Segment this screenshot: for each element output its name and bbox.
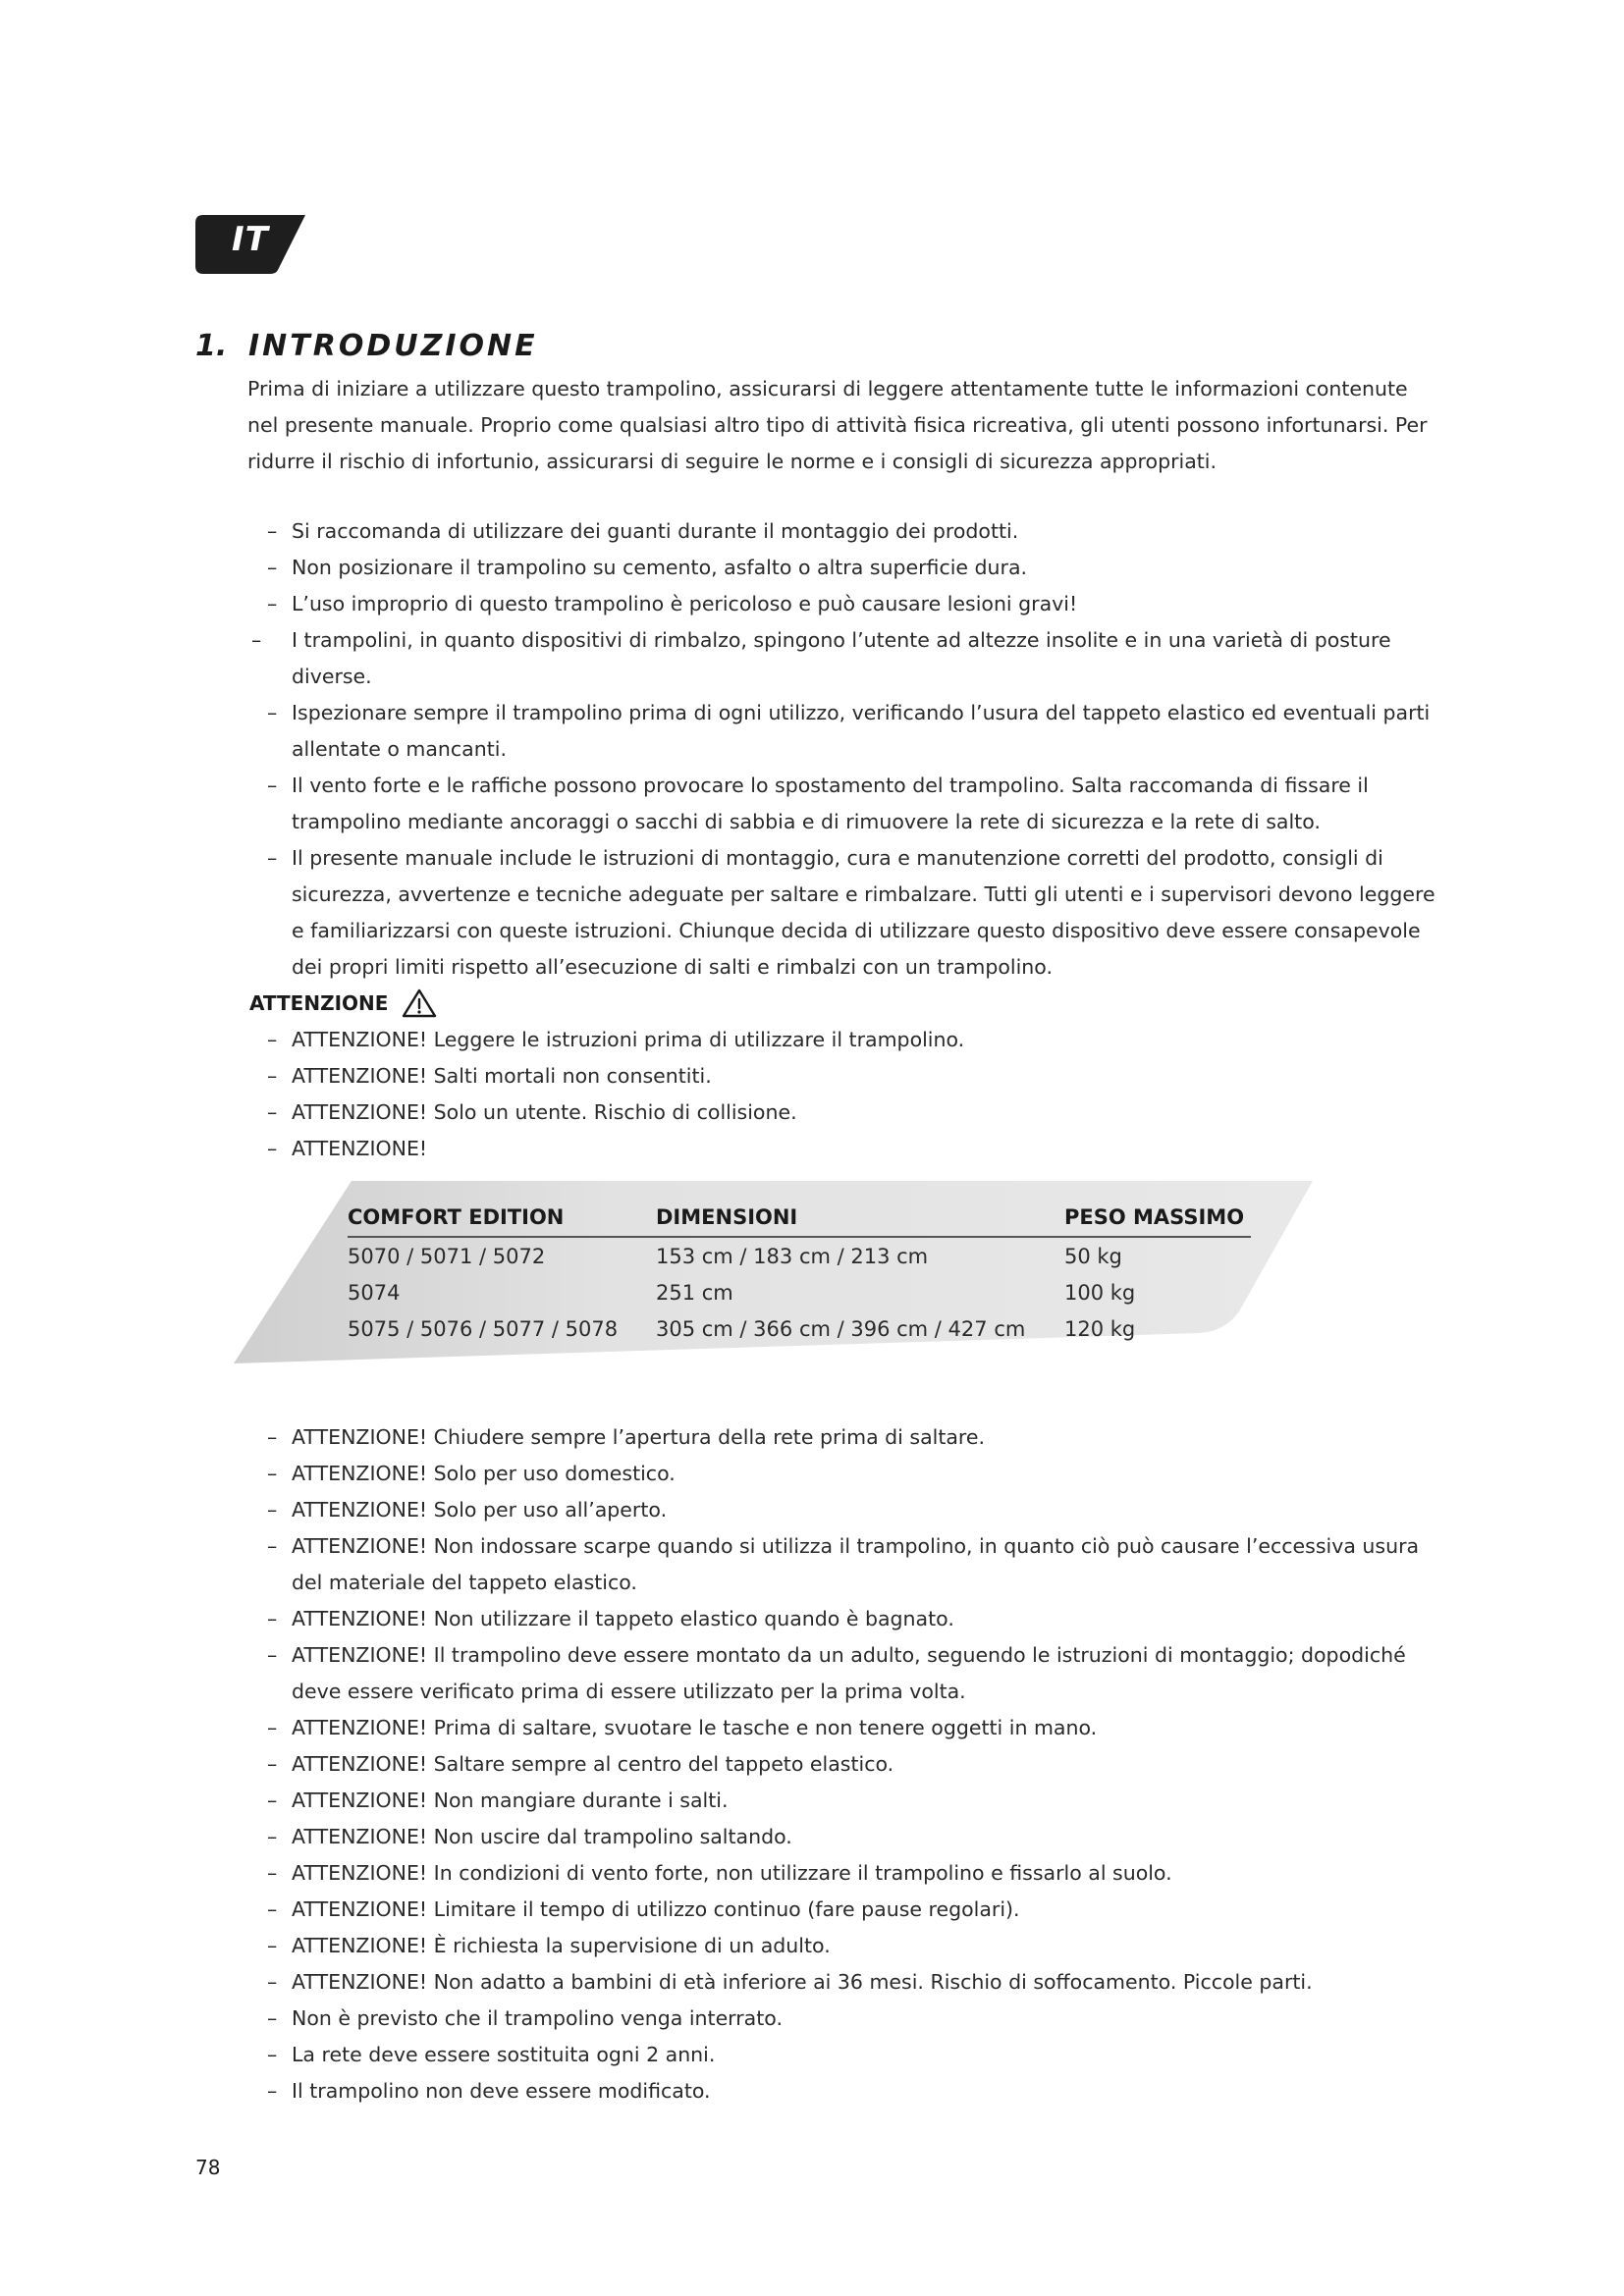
table-cell: 50 kg [1064,1244,1122,1268]
list-item-text: ATTENZIONE! Non uscire dal trampolino saltando. [292,1825,792,1848]
list-item [0,1746,1624,1783]
dash-bullet: – [267,592,278,615]
table-cell: 153 cm / 183 cm / 213 cm [656,1244,929,1268]
dash-bullet: – [267,1897,278,1921]
list-item-text: La rete deve essere sostituita ogni 2 anni. [292,2043,716,2066]
list-item [0,1637,1624,1710]
dash-bullet: – [267,2006,278,2030]
table-cell: 120 kg [1064,1316,1136,1341]
list-item-text: ATTENZIONE! Non utilizzare il tappeto elastico quando è bagnato. [292,1607,954,1630]
table-row [348,1310,1251,1347]
dash-bullet: – [267,1643,278,1667]
list-item-text: Non è previsto che il trampolino venga interrato. [292,2006,783,2030]
list-item-text: Il trampolino non deve essere modificato. [292,2079,711,2103]
list-item [0,1419,1624,1456]
table-cell: 100 kg [1064,1280,1136,1305]
column-header: DIMENSIONI [656,1202,1064,1237]
list-item-text: Il vento forte e le raffiche possono provocare lo spostamento del trampolino. Salta raccomanda di fissare il trampolino mediante ancoraggi o sacchi di sabbia e di rimuovere la rete di sicurezza e la rete di salto. [292,774,1369,833]
spec-table [348,1202,1251,1347]
dash-bullet: – [267,1752,278,1776]
list-item [0,1964,1624,2001]
column-header: PESO MASSIMO [1064,1202,1251,1237]
list-item [0,1456,1624,1492]
dash-bullet: – [267,1861,278,1885]
list-item [0,1819,1624,1855]
list-item-text: ATTENZIONE! Solo per uso domestico. [292,1462,676,1485]
dash-bullet: – [267,1789,278,1812]
dash-bullet: – [267,1100,278,1124]
dash-bullet: – [267,2079,278,2103]
column-header: COMFORT EDITION [348,1202,656,1237]
spec-table-header-row [348,1202,1251,1237]
dash-bullet: – [267,1462,278,1485]
warning-heading-text: ATTENZIONE [249,991,389,1015]
table-row [348,1237,1251,1274]
list-item-text: ATTENZIONE! Limitare il tempo di utilizzo continuo (fare pause regolari). [292,1897,1020,1921]
list-item-text: ATTENZIONE! Il trampolino deve essere montato da un adulto, seguendo le istruzioni di montaggio; dopodiché deve essere verificato prima di essere utilizzato per la prima volta. [292,1643,1406,1703]
list-item-text: ATTENZIONE! Chiudere sempre l’apertura della rete prima di saltare. [292,1425,986,1449]
table-cell: 5075 / 5076 / 5077 / 5078 [348,1316,619,1341]
dash-bullet: – [267,1064,278,1088]
table-row [348,1274,1251,1310]
list-item-text: ATTENZIONE! Solo un utente. Rischio di collisione. [292,1100,797,1124]
dash-bullet: – [267,1970,278,1994]
list-item [0,1601,1624,1637]
list-item [0,1492,1624,1528]
dash-bullet: – [267,701,278,724]
dash-bullet: – [267,1825,278,1848]
list-item [0,2037,1624,2073]
dash-bullet: – [267,2043,278,2066]
dash-bullet: – [267,1716,278,1739]
list-item [0,1710,1624,1746]
dash-bullet: – [267,846,278,870]
list-item-text: ATTENZIONE! Saltare sempre al centro del tappeto elastico. [292,1752,894,1776]
list-item-text: ATTENZIONE! Salti mortali non consentiti. [292,1064,712,1088]
page-number: 78 [195,2156,221,2179]
dash-bullet: – [267,1425,278,1449]
dash-bullet: – [267,1028,278,1051]
list-item [0,1928,1624,1964]
dash-bullet: – [267,774,278,797]
list-item-text: I trampolini, in quanto dispositivi di rimbalzo, spingono l’utente ad altezze insolite e in una varietà di posture diverse. [292,628,1391,688]
list-item [0,2073,1624,2109]
dash-bullet: – [267,1498,278,1522]
list-item-text: L’uso improprio di questo trampolino è pericoloso e può causare lesioni gravi! [292,592,1078,615]
list-item-text: ATTENZIONE! Prima di saltare, svuotare le tasche e non tenere oggetti in mano. [292,1716,1098,1739]
table-cell: 251 cm [656,1280,733,1305]
table-cell: 305 cm / 366 cm / 396 cm / 427 cm [656,1316,1026,1341]
list-item-text: Si raccomanda di utilizzare dei guanti durante il montaggio dei prodotti. [292,519,1019,543]
intro-paragraph: Prima di iniziare a utilizzare questo trampolino, assicurarsi di leggere attentamente tutte le informazioni contenute nel presente manuale. Proprio come qualsiasi altro tipo di attività fisica ricreativa, gli utenti possono infortunarsi. Per ridurre il rischio di infortunio, assicurarsi di seguire le norme e i consigli di sicurezza appropriati. [247,377,1428,473]
list-item-text: ATTENZIONE! Non mangiare durante i salti. [292,1789,729,1812]
list-item [0,2001,1624,2037]
table-cell: 5074 [348,1280,401,1305]
dash-bullet: – [267,1607,278,1630]
dash-bullet: – [267,1534,278,1558]
list-item-text: ATTENZIONE! È richiesta la supervisione di un adulto. [292,1934,831,1957]
list-item-text: ATTENZIONE! Solo per uso all’aperto. [292,1498,668,1522]
list-item-text: Il presente manuale include le istruzioni di montaggio, cura e manutenzione corretti del prodotto, consigli di sicurezza, avvertenze e tecniche adeguate per saltare e rimbalzare. Tutti gli utenti e i supervisori devono leggere e familiarizzarsi con queste istruzioni. Chiunque decida di utilizzare questo dispositivo deve essere consapevole dei propri limiti rispetto all’esecuzione di salti e rimbalzi con un trampolino. [292,846,1435,979]
list-item-text: Non posizionare il trampolino su cemento, asfalto o altra superficie dura. [292,556,1028,579]
warning-list-bottom [0,1419,1624,2109]
language-code: IT [232,220,269,259]
dash-bullet: – [251,628,262,652]
dash-bullet: – [267,1137,278,1160]
list-item-text: ATTENZIONE! [292,1137,428,1160]
list-item [0,1892,1624,1928]
dash-bullet: – [267,519,278,543]
section-title-text: INTRODUZIONE [248,329,538,363]
list-item-text: ATTENZIONE! In condizioni di vento forte, non utilizzare il trampolino e fissarlo al suolo. [292,1861,1172,1885]
list-item-text: Ispezionare sempre il trampolino prima di ogni utilizzo, verificando l’usura del tappeto elastico ed eventuali parti allentate o mancanti. [292,701,1431,761]
list-item-text: ATTENZIONE! Non adatto a bambini di età inferiore ai 36 mesi. Rischio di soffocamento. Piccole parti. [292,1970,1313,1994]
table-cell: 5070 / 5071 / 5072 [348,1244,546,1268]
dash-bullet: – [267,556,278,579]
section-number: 1. [195,329,228,363]
list-item-text: ATTENZIONE! Non indossare scarpe quando si utilizza il trampolino, in quanto ciò può causare l’eccessiva usura del materiale del tappeto elastico. [292,1534,1420,1594]
dash-bullet: – [267,1934,278,1957]
list-item [0,1855,1624,1892]
list-item [0,1528,1624,1601]
list-item-text: ATTENZIONE! Leggere le istruzioni prima di utilizzare il trampolino. [292,1028,965,1051]
list-item [0,1783,1624,1819]
